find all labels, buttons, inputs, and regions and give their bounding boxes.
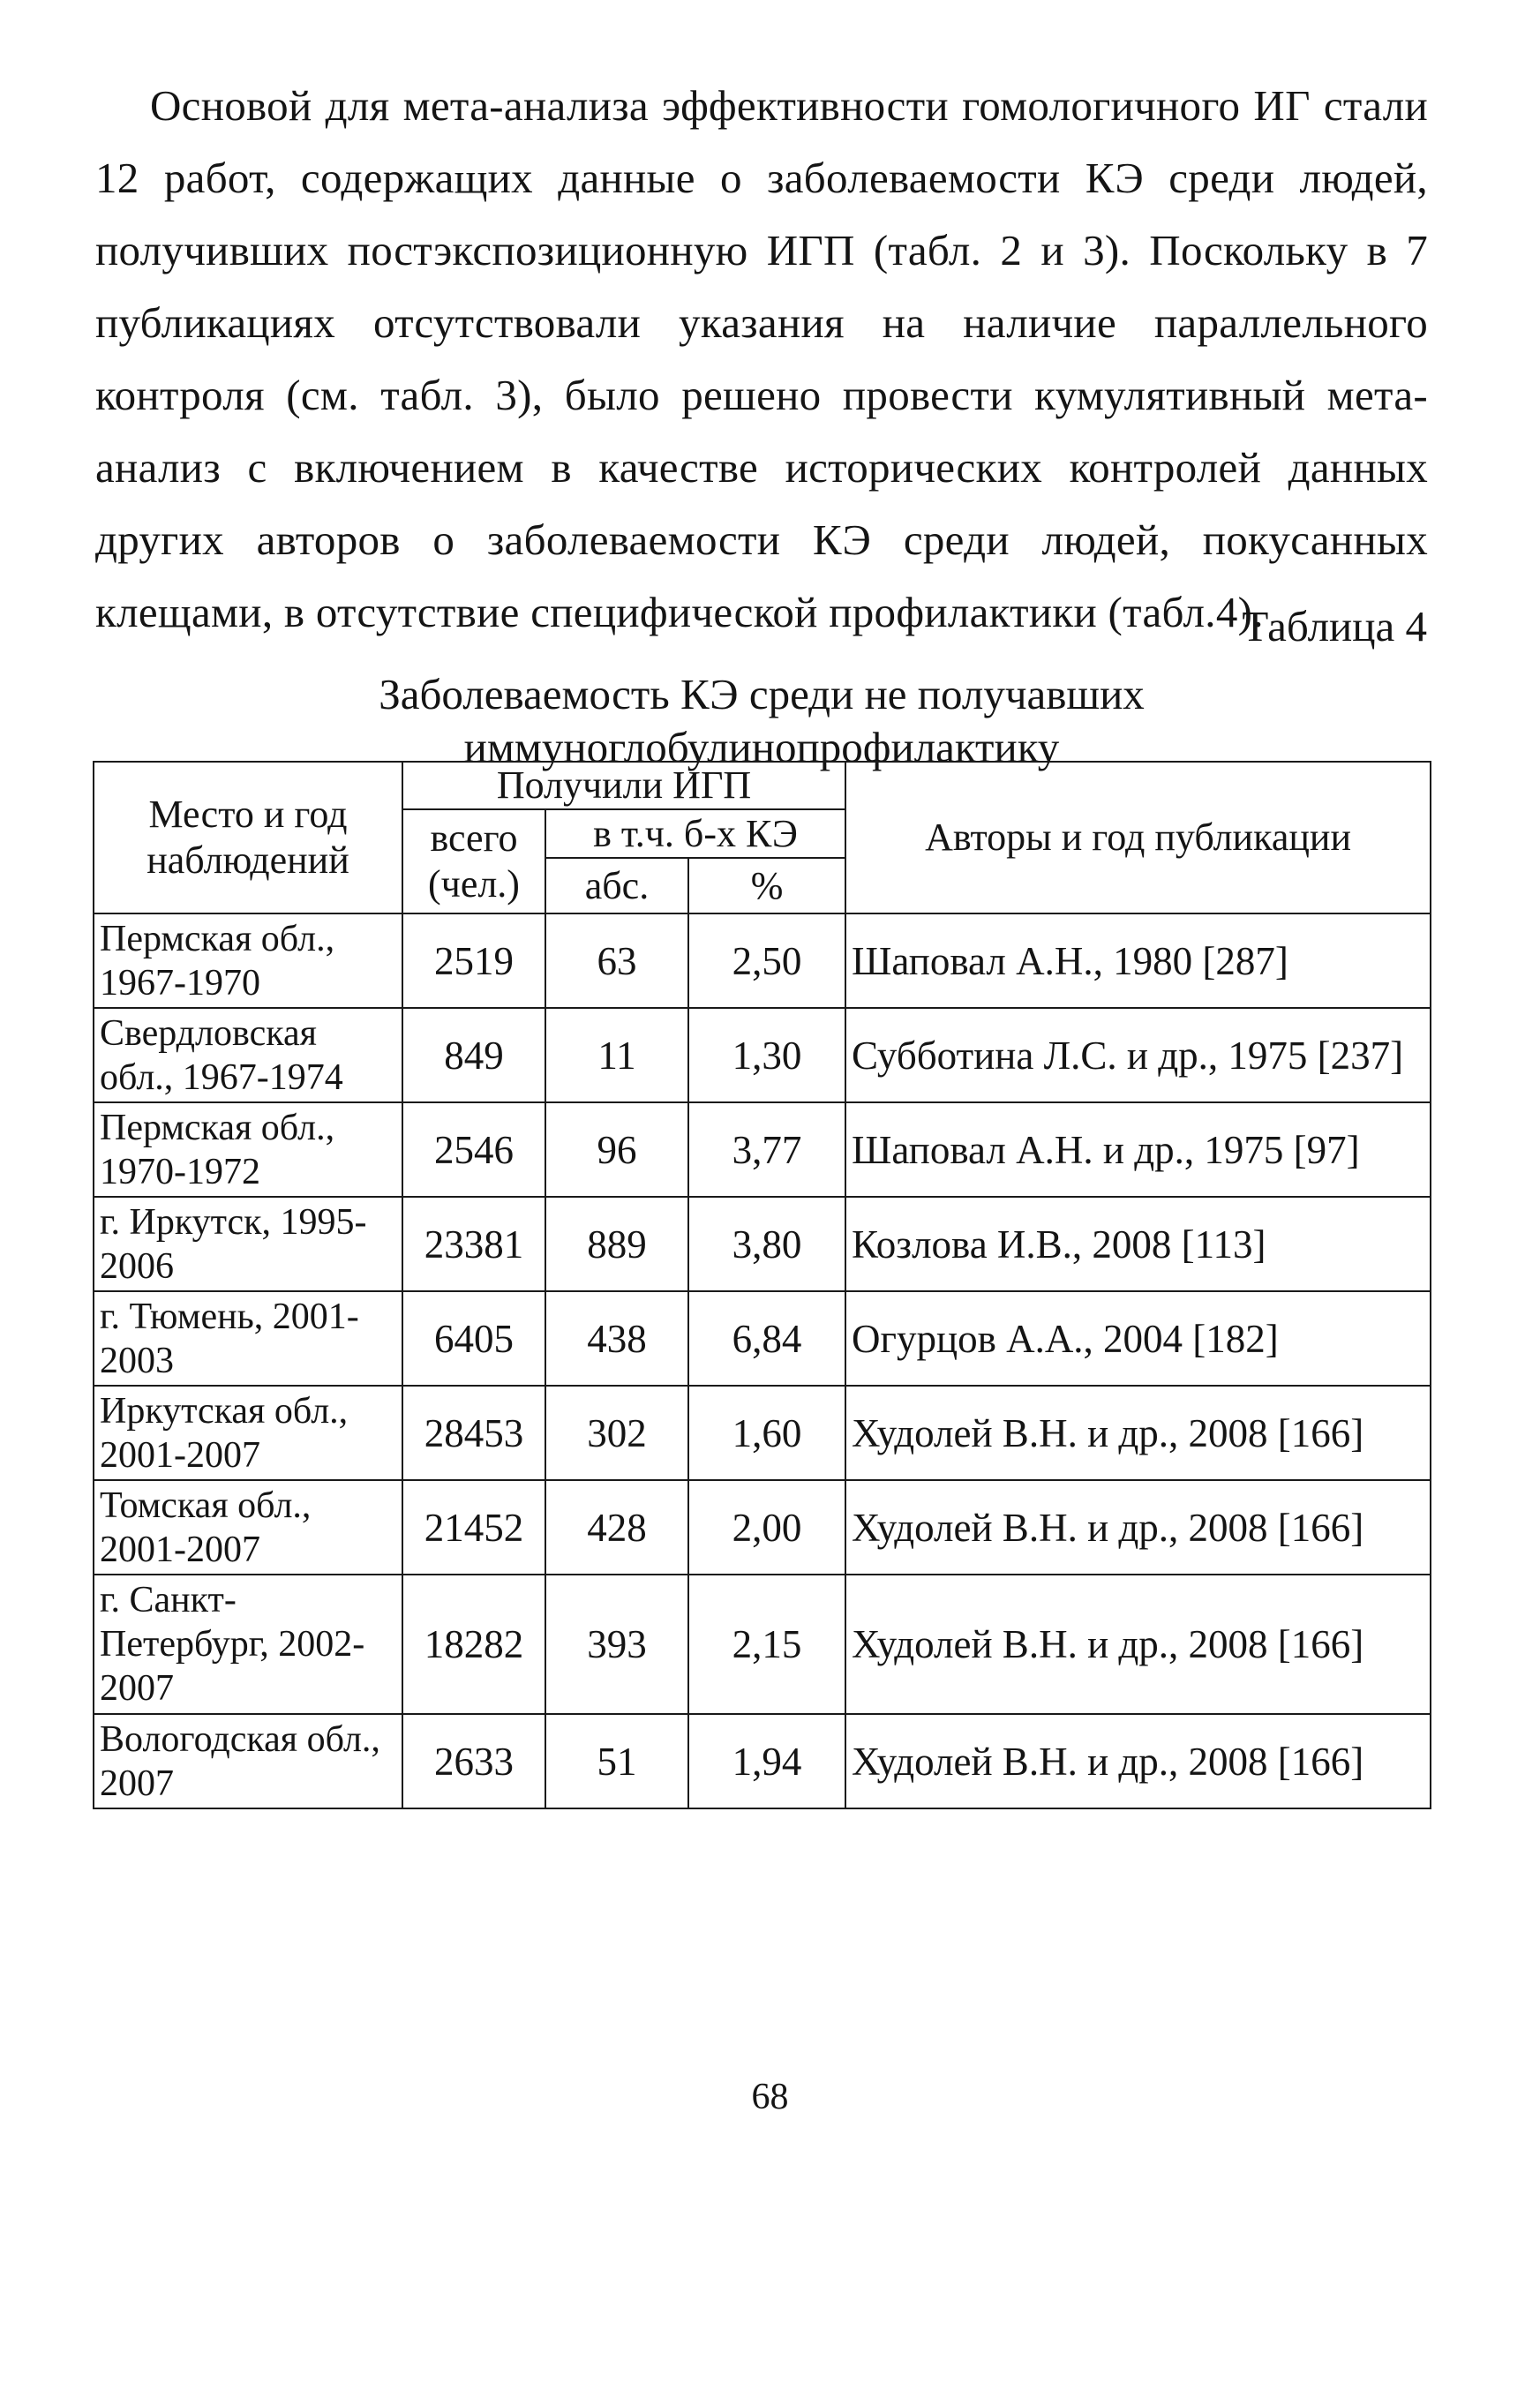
table-row (94, 1480, 1431, 1575)
cell-abs: 889 (545, 1197, 688, 1291)
table-row (94, 1386, 1431, 1480)
cell-pct: 3,80 (688, 1197, 845, 1291)
cell-abs: 438 (545, 1291, 688, 1386)
cell-abs: 96 (545, 1102, 688, 1197)
cell-abs: 393 (545, 1575, 688, 1714)
cell-pct: 2,50 (688, 913, 845, 1008)
header-total-line1: всего (430, 816, 518, 860)
cell-author: Огурцов А.А., 2004 [182] (845, 1291, 1431, 1386)
cell-pct: 1,30 (688, 1008, 845, 1102)
table-row (94, 1575, 1431, 1714)
table-row (94, 1714, 1431, 1808)
table-row (94, 1291, 1431, 1386)
cell-total: 21452 (402, 1480, 545, 1575)
cell-place: г. Санкт-Петербург, 2002-2007 (94, 1575, 402, 1714)
cell-total: 28453 (402, 1386, 545, 1480)
table-number: Таблица 4 (1242, 602, 1427, 650)
cell-place: Свердловская обл., 1967-1974 (94, 1008, 402, 1102)
cell-total: 23381 (402, 1197, 545, 1291)
body-paragraph: Основой для мета-анализа эффективности гомологичного ИГ стали 12 работ, содержащих данные о заболеваемости КЭ среди людей, получивших постэкспозиционную ИГП (табл. 2 и 3). Поскольку в 7 публикациях отсутствовали указания на наличие параллельного контроля (см. табл. 3), было решено провести кумулятивный мета-анализ с включением в качестве исторических контролей данных других авторов о заболеваемости КЭ среди людей, покусанных клещами, в отсутствие специфической профилактики (табл.4). (95, 81, 1428, 636)
header-total (402, 809, 545, 913)
cell-author: Худолей В.Н. и др., 2008 [166] (845, 1575, 1431, 1714)
cell-author: Худолей В.Н. и др., 2008 [166] (845, 1386, 1431, 1480)
cell-total: 6405 (402, 1291, 545, 1386)
cell-pct: 1,60 (688, 1386, 845, 1480)
table-row (94, 1008, 1431, 1102)
table-row (94, 1197, 1431, 1291)
cell-total: 2546 (402, 1102, 545, 1197)
cell-total: 2633 (402, 1714, 545, 1808)
page-number: 68 (751, 2077, 789, 2117)
cell-place: Иркутская обл., 2001-2007 (94, 1386, 402, 1480)
table-title: Заболеваемость КЭ среди не получавших иммуноглобулинопрофилактику (379, 670, 1145, 771)
incidence-table (93, 761, 1431, 1809)
cell-abs: 428 (545, 1480, 688, 1575)
cell-abs: 63 (545, 913, 688, 1008)
cell-abs: 11 (545, 1008, 688, 1102)
cell-author: Субботина Л.С. и др., 1975 [237] (845, 1008, 1431, 1102)
cell-total: 18282 (402, 1575, 545, 1714)
header-total-line2: (чел.) (428, 862, 520, 906)
cell-total: 849 (402, 1008, 545, 1102)
header-received: Получили ИГП (402, 762, 845, 809)
cell-place: Вологодская обл., 2007 (94, 1714, 402, 1808)
cell-pct: 1,94 (688, 1714, 845, 1808)
table-row (94, 1102, 1431, 1197)
table-row (94, 913, 1431, 1008)
cell-author: Шаповал А.Н. и др., 1975 [97] (845, 1102, 1431, 1197)
cell-author: Худолей В.Н. и др., 2008 [166] (845, 1480, 1431, 1575)
header-incl-te: в т.ч. б-х КЭ (545, 809, 845, 858)
cell-pct: 2,00 (688, 1480, 845, 1575)
cell-abs: 302 (545, 1386, 688, 1480)
header-authors: Авторы и год публикации (845, 762, 1431, 913)
cell-author: Шаповал А.Н., 1980 [287] (845, 913, 1431, 1008)
cell-author: Худолей В.Н. и др., 2008 [166] (845, 1714, 1431, 1808)
cell-place: Пермская обл., 1970-1972 (94, 1102, 402, 1197)
header-pct: % (688, 858, 845, 913)
cell-abs: 51 (545, 1714, 688, 1808)
cell-place: Пермская обл., 1967-1970 (94, 913, 402, 1008)
header-place: Место и год наблюдений (94, 762, 402, 913)
cell-place: г. Иркутск, 1995-2006 (94, 1197, 402, 1291)
cell-pct: 6,84 (688, 1291, 845, 1386)
cell-total: 2519 (402, 913, 545, 1008)
cell-pct: 3,77 (688, 1102, 845, 1197)
cell-place: г. Тюмень, 2001-2003 (94, 1291, 402, 1386)
header-abs: абс. (545, 858, 688, 913)
cell-pct: 2,15 (688, 1575, 845, 1714)
cell-place: Томская обл., 2001-2007 (94, 1480, 402, 1575)
cell-author: Козлова И.В., 2008 [113] (845, 1197, 1431, 1291)
